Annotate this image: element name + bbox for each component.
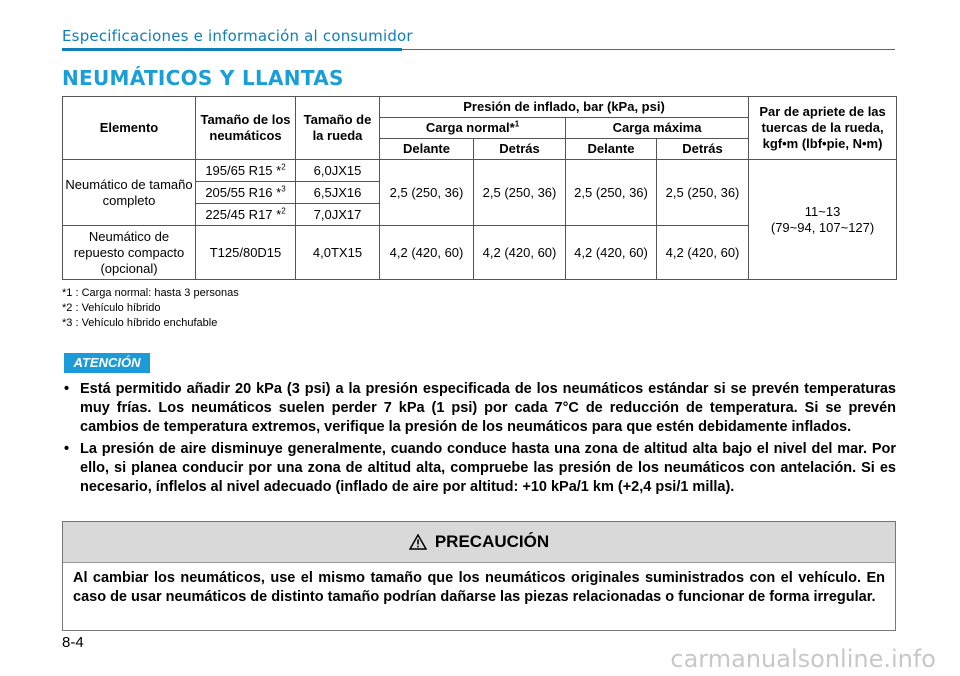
tire-size-cell: 225/45 R17 *$^2$ [196, 204, 296, 226]
footnote: *2 : Vehículo híbrido [62, 302, 161, 314]
list-item: • La presión de aire disminuye generalmente, cuando conduce hasta una zona de altitud alta bajo el nivel del mar. Por ello, si planea conducir por una zona de altitud alta, compruebe las presión de los neumáticos con antelación. Si es necesario, ínflelos al nivel adecuado (inflado de aire por altitud: +10 kPa/1 km (+2,4 psi/1 milla). [64, 441, 896, 495]
header-rule-thin [402, 49, 895, 50]
header-delante: Delante [566, 139, 657, 160]
attention-list [62, 380, 896, 500]
header-detras: Detrás [657, 139, 749, 160]
pressure-cell: 4,2 (420, 60) [474, 226, 566, 280]
pressure-cell: 4,2 (420, 60) [380, 226, 474, 280]
header-presion: Presión de inflado, bar (kPa, psi) [380, 97, 749, 118]
header-tamano-rueda: Tamaño de la rueda [296, 97, 380, 160]
footnote: *1 : Carga normal: hasta 3 personas [62, 287, 239, 299]
pressure-cell: 2,5 (250, 36) [474, 160, 566, 226]
warning-icon [409, 534, 427, 550]
footnotes [62, 286, 239, 331]
header-detras: Detrás [474, 139, 566, 160]
section-header: Especificaciones e información al consumidor [62, 27, 413, 45]
header-rule [62, 48, 402, 51]
page-number: 8-4 [62, 634, 84, 651]
header-tamano-neumaticos: Tamaño de los neumáticos [196, 97, 296, 160]
tire-size-cell: 205/55 R16 *$^3$ [196, 182, 296, 204]
wheel-size-cell: 6,0JX15 [296, 160, 380, 182]
bullet-icon: • [64, 381, 70, 397]
pressure-cell: 2,5 (250, 36) [380, 160, 474, 226]
header-carga-maxima: Carga máxima [566, 118, 749, 139]
bullet-icon: • [64, 441, 70, 457]
tire-size-cell: 195/65 R15 *$^2$ [196, 160, 296, 182]
list-item: • Está permitido añadir 20 kPa (3 psi) a la presión especificada de los neumáticos estándar si se prevén temperaturas muy frías. Los neumáticos suelen perder 7 kPa (1 psi) por cada 7°C de reducción de temperatura. Si se prevén cambios de temperatura extremos, verifique la presión de los neumáticos para que estén debidamente inflados. [64, 381, 896, 435]
caution-title: PRECAUCIÓN [434, 532, 550, 551]
header-par-apriete: Par de apriete de las tuercas de la rueda, kgf•m (lbf•pie, N•m) [749, 97, 897, 160]
pressure-cell: 4,2 (420, 60) [657, 226, 749, 280]
caution-box [62, 521, 896, 631]
wheel-size-cell: 4,0TX15 [296, 226, 380, 280]
caution-header [63, 522, 895, 563]
watermark: carmanualsonline.info [670, 645, 936, 673]
table-row [63, 160, 897, 182]
page-title: NEUMÁTICOS Y LLANTAS [62, 66, 344, 90]
full-size-label: Neumático de tamaño completo [63, 160, 196, 226]
pressure-cell: 2,5 (250, 36) [566, 160, 657, 226]
attention-badge: ATENCIÓN [64, 353, 150, 373]
wheel-size-cell: 6,5JX16 [296, 182, 380, 204]
compact-spare-label: Neumático de repuesto compacto (opcional) [63, 226, 196, 280]
header-carga-normal: Carga normal*$^1$ [380, 118, 566, 139]
pressure-cell: 2,5 (250, 36) [657, 160, 749, 226]
torque-cell: 11~13 (79~94, 107~127) [749, 160, 897, 280]
tire-spec-table [62, 96, 897, 280]
caution-text: Al cambiar los neumáticos, use el mismo tamaño que los neumáticos originales suministrados con el vehículo. En caso de usar neumáticos de distinto tamaño podrían dañarse las piezas relacionadas o funcionar de forma irregular. [73, 570, 885, 605]
pressure-cell: 4,2 (420, 60) [566, 226, 657, 280]
tire-size-cell: T125/80D15 [196, 226, 296, 280]
wheel-size-cell: 7,0JX17 [296, 204, 380, 226]
header-elemento: Elemento [63, 97, 196, 160]
footnote: *3 : Vehículo híbrido enchufable [62, 317, 218, 329]
header-delante: Delante [380, 139, 474, 160]
